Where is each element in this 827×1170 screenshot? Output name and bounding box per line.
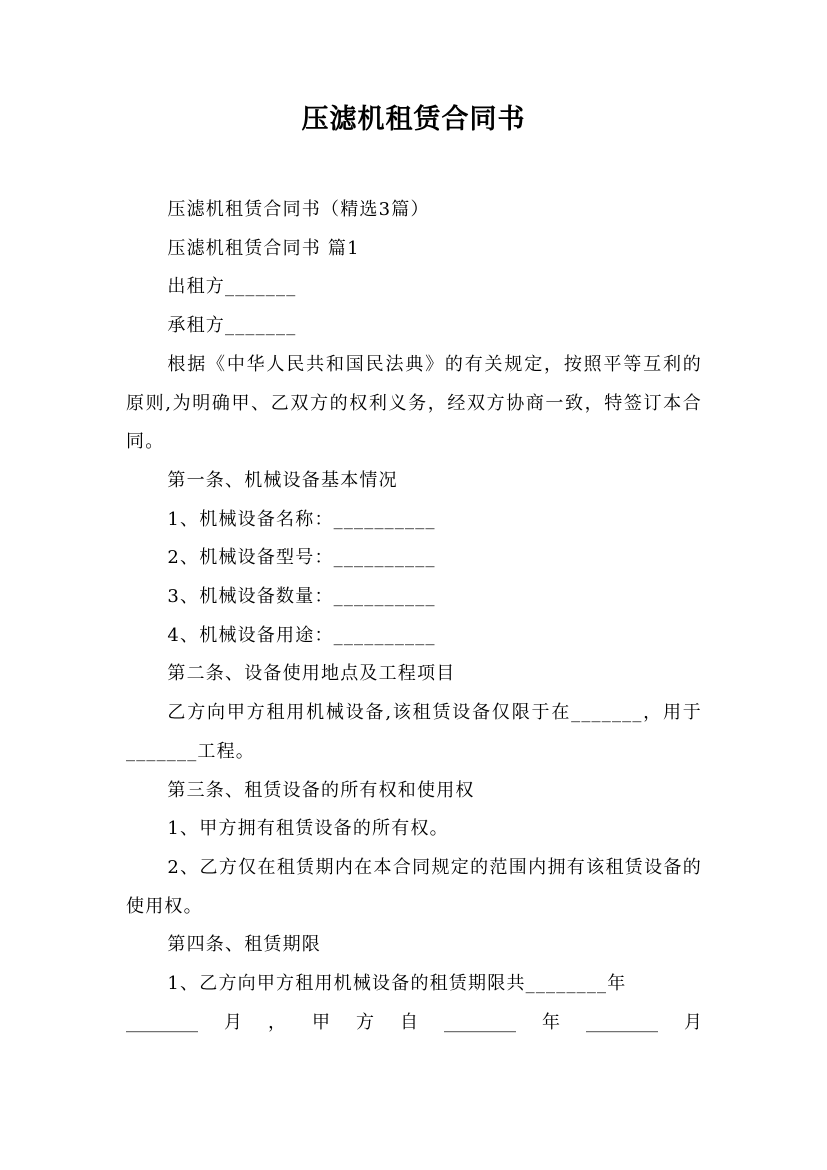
paragraph-lessee: 承租方_______: [167, 315, 297, 337]
paragraph-lessor: 出租方_______: [167, 276, 297, 298]
document-title: 压滤机租赁合同书: [301, 104, 526, 135]
document-body: [126, 191, 702, 1042]
paragraph-article-1: 第一条、机械设备基本情况: [167, 469, 398, 491]
paragraph-equipment-purpose: 4、机械设备用途：__________: [167, 624, 436, 646]
paragraph-article-2: 第二条、设备使用地点及工程项目: [167, 663, 456, 685]
paragraph-ownership: 1、甲方拥有租赁设备的所有权。: [167, 818, 449, 840]
paragraph-usage-location: 乙方向甲方租用机械设备,该租赁设备仅限于在_______，用于_______工程。: [126, 702, 702, 762]
paragraph-usage-right: 2、乙方仅在租赁期内在本合同规定的范围内拥有该租赁设备的使用权。: [126, 856, 702, 917]
paragraph-equipment-model: 2、机械设备型号：__________: [167, 547, 436, 569]
paragraph-collection-title: 压滤机租赁合同书（精选3篇）: [167, 199, 430, 220]
paragraph-equipment-name: 1、机械设备名称：__________: [167, 508, 436, 530]
paragraph-lease-term-continued: ________月，甲方自________年________月: [126, 1011, 702, 1033]
paragraph-preamble: 根据《中华人民共和国民法典》的有关规定，按照平等互利的原则,为明确甲、乙双方的权利义务，经双方协商一致，特签订本合同。: [126, 353, 702, 453]
paragraph-section-heading: 压滤机租赁合同书 篇1: [167, 237, 360, 259]
paragraph-equipment-quantity: 3、机械设备数量：__________: [167, 586, 436, 608]
paragraph-lease-term: 1、乙方向甲方租用机械设备的租赁期限共________年: [167, 973, 627, 995]
paragraph-article-3: 第三条、租赁设备的所有权和使用权: [167, 779, 475, 801]
paragraph-article-4: 第四条、租赁期限: [167, 934, 321, 956]
